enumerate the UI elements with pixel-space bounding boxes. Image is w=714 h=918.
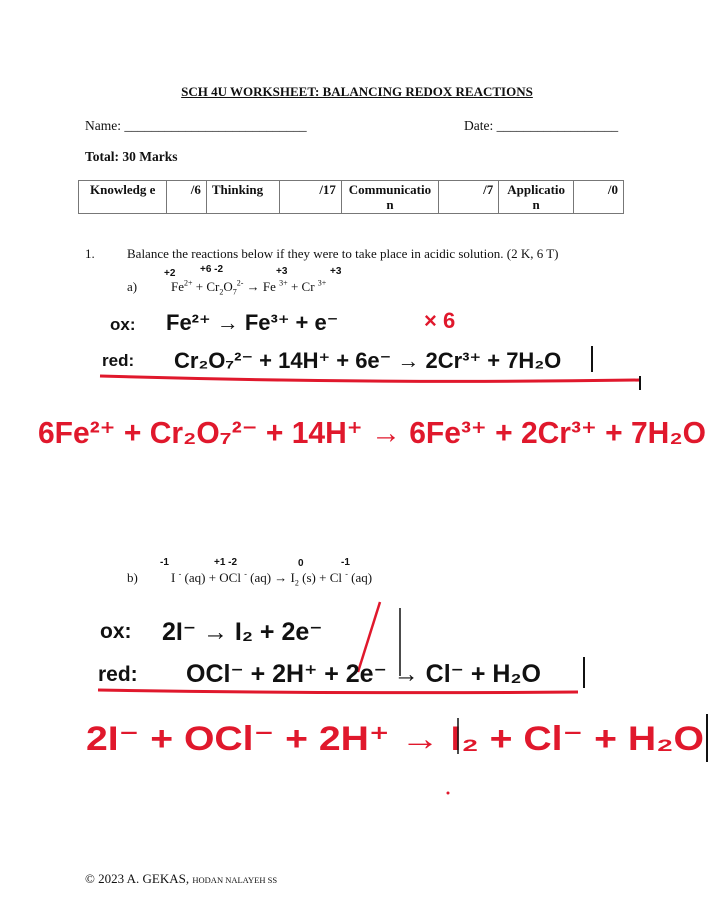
category-thinking: Thinking (206, 181, 279, 214)
final-equation-b: 2I⁻ + OCl⁻ + 2H⁺ → I₂ + Cl⁻ + H₂O (86, 720, 704, 758)
question-number: 1. (85, 246, 95, 261)
score-thinking: /17 (279, 181, 341, 214)
ox-number: +3 (276, 266, 288, 277)
ox-half-reaction-a: Fe²⁺ → Fe³⁺ + e⁻ (166, 310, 339, 335)
ox-label-b: ox: (100, 620, 132, 643)
date-field: Date: __________________ (464, 118, 619, 133)
score-knowledge: /6 (167, 181, 206, 214)
question-text: Balance the reactions below if they were to take place in acidic solution. (2 K, 6 T) (127, 246, 559, 261)
red-label-b: red: (98, 663, 138, 686)
footer-school: HODAN NALAYEH SS (192, 875, 278, 885)
separator-stroke (98, 690, 578, 693)
separator-stroke (100, 376, 640, 381)
score-communication: /7 (438, 181, 498, 214)
red-half-reaction-b: OCl⁻ + 2H⁺ + 2e⁻ → Cl⁻ + H₂O (186, 660, 541, 688)
ox-number: +6 -2 (200, 264, 224, 275)
red-label-a: red: (102, 351, 135, 370)
reaction-b: I - (aq) + OCl - $(aq) \to I_2$ (s) + Cl - (aq) (171, 570, 373, 588)
ink-dot (447, 792, 450, 795)
ox-number: -1 (160, 557, 169, 568)
footer-copyright: © 2023 A. GEKAS, (85, 871, 193, 886)
final-equation-a: 6Fe²⁺ + Cr₂O₇²⁻ + 14H⁺ → 6Fe³⁺ + 2Cr³⁺ + 7H₂O (38, 415, 706, 450)
ox-number: +3 (330, 266, 342, 277)
ox-label-a: ox: (110, 315, 136, 334)
score-application: /0 (574, 181, 624, 214)
ox-numbers-b (160, 557, 350, 569)
multiplier-a: × 6 (424, 308, 456, 333)
ox-number: -1 (341, 557, 350, 568)
reaction-a: $Fe^{2+} + Cr_2O_7^{2-} \to Fe$ $^{3+}$ + Cr $^{3+}$ (171, 279, 327, 297)
footer (85, 871, 277, 887)
name-field: Name: ___________________________ (85, 118, 307, 133)
total-marks: Total: 30 Marks (85, 149, 178, 164)
ox-number: +1 -2 (214, 557, 238, 568)
category-communication: Communicatio n (341, 181, 438, 214)
category-application: Applicatio n (499, 181, 574, 214)
part-a-label: a) (127, 279, 138, 295)
part-b-label: b) (127, 570, 138, 586)
red-half-reaction-a: Cr₂O₇²⁻ + 14H⁺ + 6e⁻ → 2Cr³⁺ + 7H₂O (174, 348, 562, 373)
ox-number: 0 (298, 558, 304, 569)
ox-half-reaction-b: 2I⁻ → I₂ + 2e⁻ (162, 618, 323, 646)
ox-number: +2 (164, 268, 176, 279)
worksheet-title: SCH 4U WORKSHEET: BALANCING REDOX REACTIONS (181, 84, 533, 99)
category-knowledge: Knowledg e (79, 181, 167, 214)
ox-numbers-a (164, 264, 342, 279)
